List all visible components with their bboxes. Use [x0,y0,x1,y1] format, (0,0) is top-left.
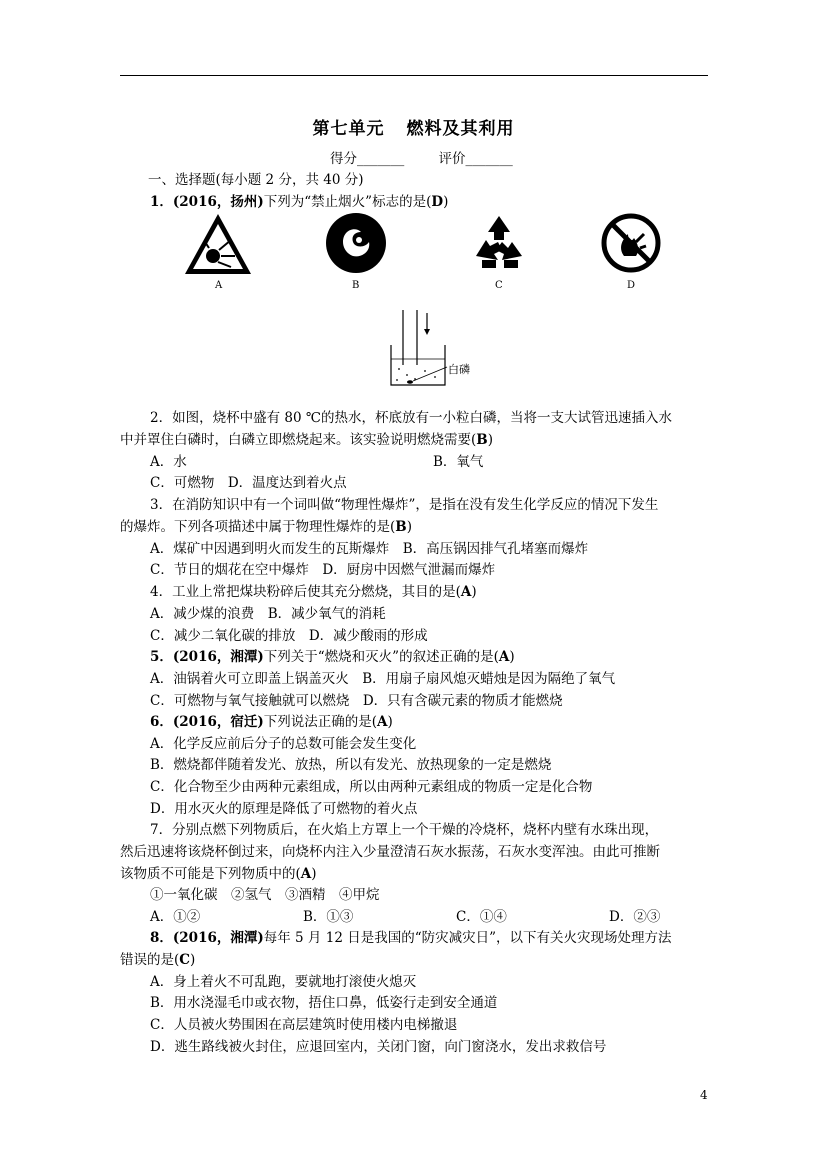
q6-option-b: B．燃烧都伴随着发光、放热，所以有发光、放热现象的一定是燃烧 [150,757,552,773]
score-field: 得分_______ [330,151,405,167]
q8-option-c: C．人员被火势围困在高层建筑时使用楼内电梯撤退 [150,1017,458,1033]
q6-option-c: C．化合物至少由两种元素组成，所以由两种元素组成的物质一定是化合物 [150,779,593,795]
q4-options-cd: C．减少二氧化碳的排放 D．减少酸雨的形成 [150,628,428,644]
water-drop-icon [325,212,387,274]
q1-icons [175,212,670,297]
q3-options-cd: C．节日的烟花在空中爆炸 D．厨房中因燃气泄漏而爆炸 [150,562,496,578]
q3-options-ab: A．煤矿中因遇到明火而发生的瓦斯爆炸 B．高压锅因排气孔堵塞而爆炸 [150,541,589,557]
q8-option-b: B．用水浇湿毛巾或衣物，捂住口鼻，低姿行走到安全通道 [150,995,498,1011]
question-3-line2: 的爆炸。下列各项描述中属于物理性爆炸的是(B) [120,519,412,535]
option-label-d: D [627,280,636,291]
page-number: 4 [700,1088,708,1102]
q2-option-a: A．水 [150,454,187,470]
q7-option-c: C．①④ [456,909,507,925]
question-2-line2: 中并罩住白磷时，白磷立即燃烧起来。该实验说明燃烧需要(B) [120,432,493,448]
header-rule [120,75,708,76]
q7-items: ①一氧化碳 ②氢气 ③酒精 ④甲烷 [150,887,380,903]
question-5: 5．(2016，湘潭)下列关于“燃烧和灭火”的叙述正确的是(A) [150,649,515,665]
q6-option-d: D．用水灭火的原理是降低了可燃物的着火点 [150,801,418,817]
page-title [0,114,827,139]
option-label-b: B [352,280,360,291]
question-7-line2: 然后迅速将该烧杯倒过来，向烧杯内注入少量澄清石灰水振荡，石灰水变浑浊。由此可推断 [120,844,660,860]
q5-options-ab: A．油锅着火可立即盖上锅盖灭火 B．用扇子扇风熄灭蜡烛是因为隔绝了氧气 [150,671,616,687]
question-6: 6．(2016，宿迁)下列说法正确的是(A) [150,714,393,730]
question-7-line3: 该物质不可能是下列物质中的(A) [120,866,317,882]
q6-option-a: A．化学反应前后分子的总数可能会发生变化 [150,736,417,752]
unit-label: 第七单元 [312,119,385,139]
q2-option-b: B．氧气 [433,454,484,470]
q8-option-a: A．身上着火不可乱跑，要就地打滚使火熄灭 [150,974,417,990]
question-3-line1: 3．在消防知识中有一个词叫做“物理性爆炸”，是指在没有发生化学反应的情况下发生 [150,497,659,513]
no-fire-icon [600,212,662,274]
unit-title: 燃料及其利用 [406,119,515,139]
question-2-line1: 2．如图，烧杯中盛有 80 ℃的热水，杯底放有一小粒白磷，当将一支大试管迅速插入水 [150,410,672,426]
explosive-warning-icon [183,212,253,277]
question-4: 4．工业上常把煤块粉碎后使其充分燃烧，其目的是(A) [150,584,477,600]
evaluation-field: 评价_______ [438,151,513,167]
option-label-c: C [495,280,503,291]
q5-options-cd: C．可燃物与氧气接触就可以燃烧 D．只有含碳元素的物质才能燃烧 [150,693,563,709]
q7-option-a: A．①② [150,909,201,925]
section-heading: 一、选择题(每小题 2 分，共 40 分) [148,172,364,188]
recycle-icon [468,212,530,274]
question-8-line2: 错误的是(C) [120,952,196,968]
question-1: 1．(2016，扬州)下列为“禁止烟火”标志的是(D) [150,194,449,210]
question-7-line1: 7．分别点燃下列物质后，在火焰上方罩上一个干燥的冷烧杯，烧杯内壁有水珠出现， [150,822,659,838]
question-8-line1: 8．(2016，湘潭)每年 5 月 12 日是我国的“防灾减灾日”，以下有关火灾现场处理方法 [150,930,672,946]
q2-options-cd: C．可燃物 D．温度达到着火点 [150,475,347,491]
score-line [330,147,543,167]
experiment-figure [385,305,475,394]
option-label-a: A [215,280,223,291]
figure-label: 白磷 [448,363,470,376]
q7-option-d: D．②③ [609,909,661,925]
q8-option-d: D．逃生路线被火封住，应退回室内，关闭门窗，向门窗浇水，发出求救信号 [150,1039,607,1055]
q7-option-b: B．①③ [303,909,354,925]
q4-options-ab: A．减少煤的浪费 B．减少氧气的消耗 [150,606,386,622]
